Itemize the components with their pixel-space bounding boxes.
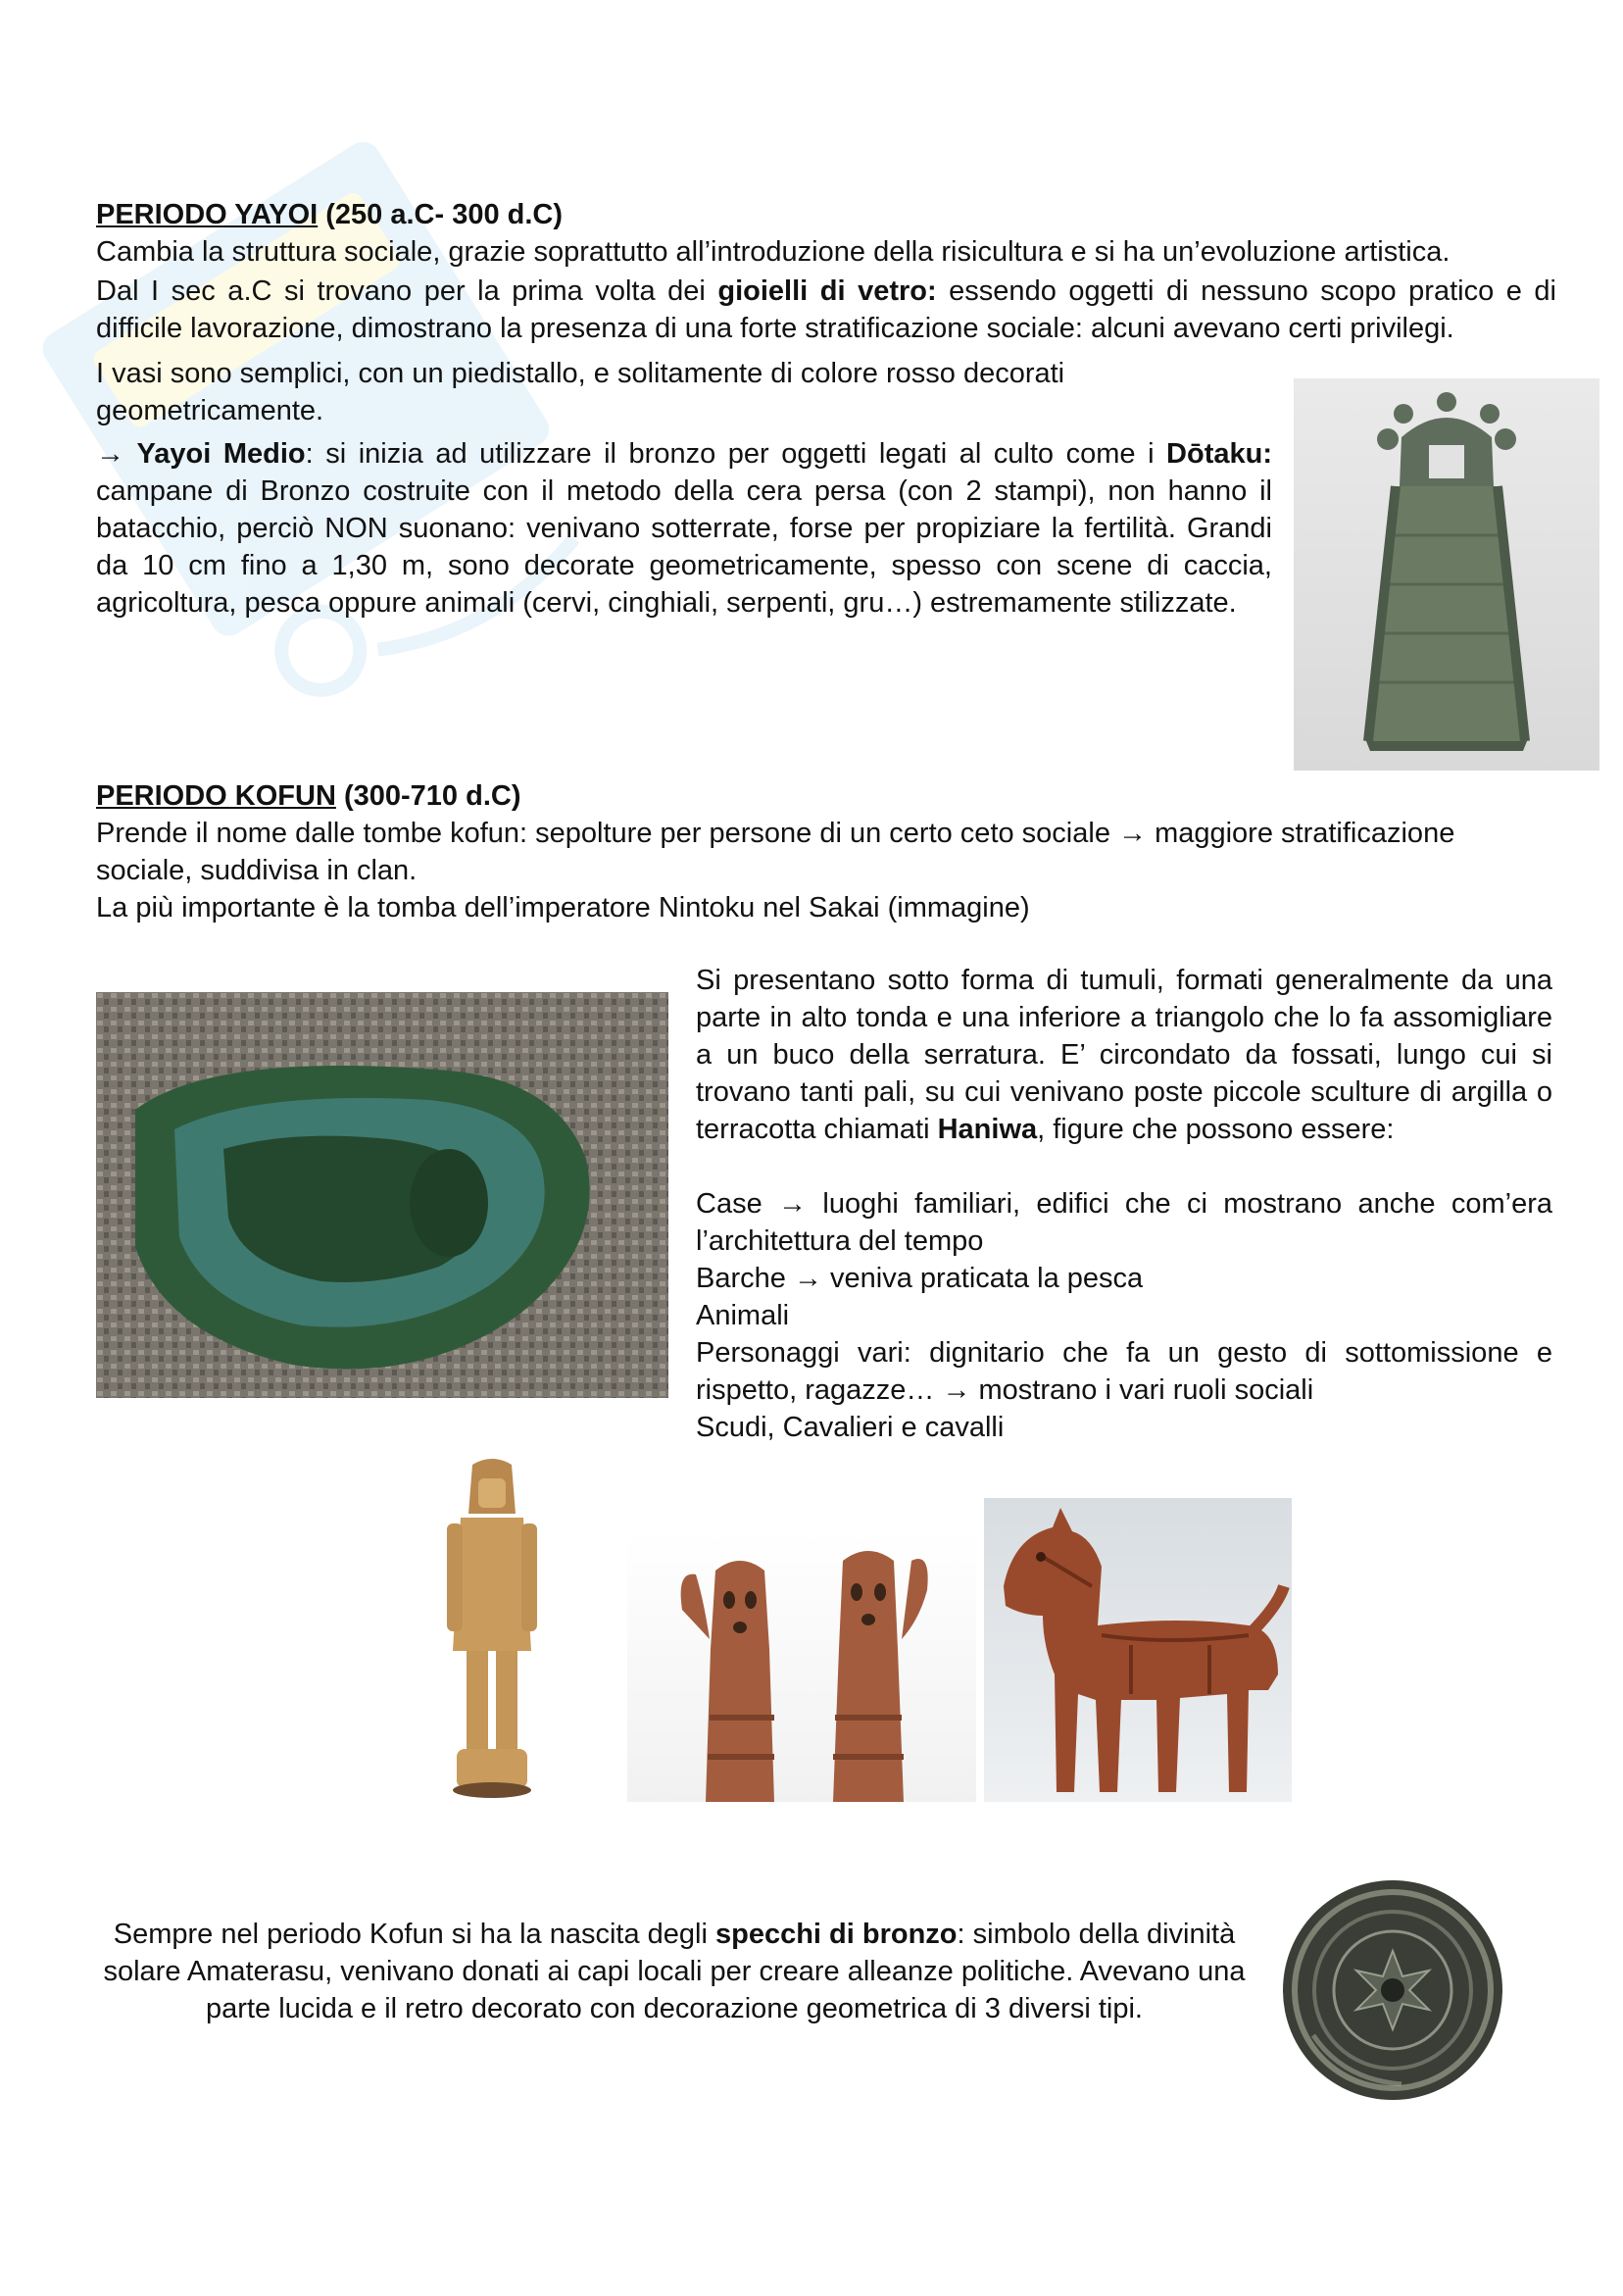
haniwa-dancers-image — [627, 1531, 976, 1802]
tumuli-text-a: Si presentano sotto forma di tumuli, formati generalmente da una parte in alto tonda e una inferiore a triangolo che lo fa assomigliare a un buco della serratura. E’ circondato da fossati, lungo cui si trovano tanti pali, su cui venivano poste piccole sculture di argilla o terracotta chiamati — [696, 965, 1552, 1145]
tumuli-text-c: , figure che possono essere: — [1037, 1114, 1395, 1145]
bronze-mirrors-term: specchi di bronzo — [714, 1919, 958, 1950]
list-item: Case → luoghi familiari, edifici che ci mostrano anche com’era l’architettura del tempo — [696, 1188, 1552, 1257]
kofun-heading-title: PERIODO KOFUN — [96, 780, 336, 812]
haniwa-term: Haniwa — [937, 1114, 1038, 1145]
bronze-mirror-image — [1274, 1869, 1511, 2112]
yayoi-heading — [96, 196, 880, 233]
kofun-paragraph-2: La più importante è la tomba dell’imperatore Nintoku nel Sakai (immagine) — [96, 892, 1030, 923]
yayoi-p4-text-b: : si inizia ad utilizzare il bronzo per oggetti legati al culto come i — [305, 438, 1167, 470]
nintoku-tomb-aerial-image — [96, 992, 668, 1398]
yayoi-paragraph-3: I vasi sono semplici, con un piedistallo, e solitamente di colore rosso decorati geometricamente. — [96, 358, 1065, 426]
mirror-paragraph — [96, 1916, 1253, 2027]
yayoi-heading-title: PERIODO YAYOI — [96, 199, 319, 230]
haniwa-types-list — [696, 1185, 1552, 1446]
list-item: Barche → veniva praticata la pesca — [696, 1263, 1144, 1294]
yayoi-heading-dates: (250 a.C- 300 d.C) — [318, 199, 564, 230]
yayoi-p4-text-d: campane di Bronzo costruite con il metodo della cera persa (con 2 stampi), non hanno il batacchio, perciò NON suonano: venivano sotterrate, forse per propiziare la fertilità. Grandi da 10 cm fino a 1,30 m, sono decorate geometricamente, spesso con scene di caccia, agricoltura, pesca oppure animali (cervi, cinghiali, serpenti, gru…) estremamente stilizzate. — [96, 475, 1272, 619]
mirror-text-a: Sempre nel periodo Kofun si ha la nascita degli — [113, 1919, 715, 1950]
dotaku-term: Dōtaku: — [1166, 438, 1272, 470]
yayoi-paragraph-1: Cambia la struttura sociale, grazie soprattutto all’introduzione della risicultura e si ha un’evoluzione artistica. — [96, 236, 1451, 268]
list-item: Animali — [696, 1300, 790, 1331]
yayoi-paragraph-4 — [96, 435, 1272, 622]
yayoi-medio-term: Yayoi Medio — [136, 438, 306, 470]
kofun-heading — [96, 777, 880, 815]
mirror-text-c: : simbolo della divinità solare Amaterasu, venivano donati ai capi locali per creare alleanze politiche. Avevano una parte lucida e il retro decorato con decorazione geometrica di 3 diversi tipi. — [103, 1919, 1246, 2024]
kofun-heading-dates: (300-710 d.C) — [335, 780, 521, 812]
arrow-glyph: → — [96, 438, 137, 470]
haniwa-horse-image — [984, 1498, 1292, 1802]
dotaku-bell-image — [1294, 378, 1599, 771]
glass-jewels-term: gioielli di vetro: — [717, 275, 937, 307]
yayoi-p2-text-a: Dal I sec a.C si trovano per la prima volta dei — [96, 275, 718, 307]
yayoi-paragraph-2 — [96, 273, 1556, 347]
tumuli-paragraph — [696, 962, 1552, 1148]
haniwa-warrior-image — [427, 1455, 557, 1806]
kofun-paragraph-1: Prende il nome dalle tombe kofun: sepolture per persone di un certo ceto sociale → maggiore stratificazione sociale, suddivisa in clan. — [96, 818, 1455, 886]
yayoi-p2-text-c: essendo oggetti di nessuno scopo pratico e di difficile lavorazione, dimostrano la presenza di una forte stratificazione sociale: alcuni avevano certi privilegi. — [96, 275, 1556, 344]
list-item: Scudi, Cavalieri e cavalli — [696, 1412, 1005, 1443]
list-item: Personaggi vari: dignitario che fa un gesto di sottomissione e rispetto, ragazze… → mostrano i vari ruoli sociali — [696, 1337, 1552, 1406]
